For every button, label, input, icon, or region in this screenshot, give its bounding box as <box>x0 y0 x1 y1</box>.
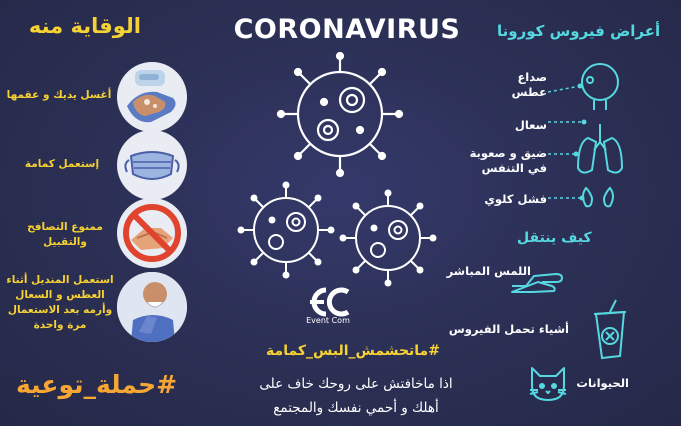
virus-icon-large <box>278 53 402 176</box>
page-title: CORONAVIRUS <box>233 14 461 45</box>
message-line-1: اذا ماخافتش على روحك خاف على <box>259 376 453 392</box>
transmission-label-objects: أشياء تحمل الفيروس <box>448 322 569 336</box>
symptom-label-breathing: ضيق و صعوبة في التنفس <box>469 146 547 175</box>
symptom-label-cough: سعال <box>514 118 547 132</box>
symptoms-heading: أعراض فيروس كورونا <box>497 22 661 40</box>
body-diagram-icon <box>548 58 638 218</box>
eventcom-logo <box>304 286 352 318</box>
symptom-label-headache: صداع عطس <box>511 70 547 99</box>
hand-washing-icon <box>117 62 187 132</box>
message-line-2: أهلك و أحمي نفسك والمجتمع <box>273 400 439 416</box>
virus-icon-right <box>341 191 436 286</box>
prevention-label-no-handshake: ممنوع التصافح والتقبيل <box>27 221 103 248</box>
prevention-label-tissue: استعمل المنديل أثناء العطس و السعال وأرمه بعد الاستعمال مرة واحدة <box>6 274 114 331</box>
hand-touch-icon <box>508 256 568 296</box>
mask-hashtag: #ماتحشمش_البس_كمامة <box>266 343 440 359</box>
campaign-hashtag: #حملة_توعية <box>16 370 178 399</box>
no-handshake-icon <box>117 198 187 268</box>
logo-text: Event Com <box>306 316 350 325</box>
transmission-label-animals: الحيوانات <box>576 376 629 390</box>
symptom-label-kidney: فشل كلوي <box>484 192 547 206</box>
prevention-heading: الوقاية منه <box>28 14 141 38</box>
prevention-list <box>0 0 200 360</box>
prevention-label-wash-hands: أغسل يديك و عقمها <box>6 89 112 101</box>
transmission-heading: كيف ينتقل <box>517 230 592 246</box>
prevention-label-mask: إستعمل كمامة <box>24 158 100 170</box>
cup-icon <box>586 298 634 362</box>
virus-illustrations <box>220 52 460 302</box>
face-mask-icon <box>117 130 187 200</box>
cat-icon <box>526 360 570 404</box>
virus-icon-left <box>239 183 334 278</box>
tissue-sneeze-icon <box>117 272 187 342</box>
transmission-label-touch: اللمس المباشر <box>446 264 531 278</box>
